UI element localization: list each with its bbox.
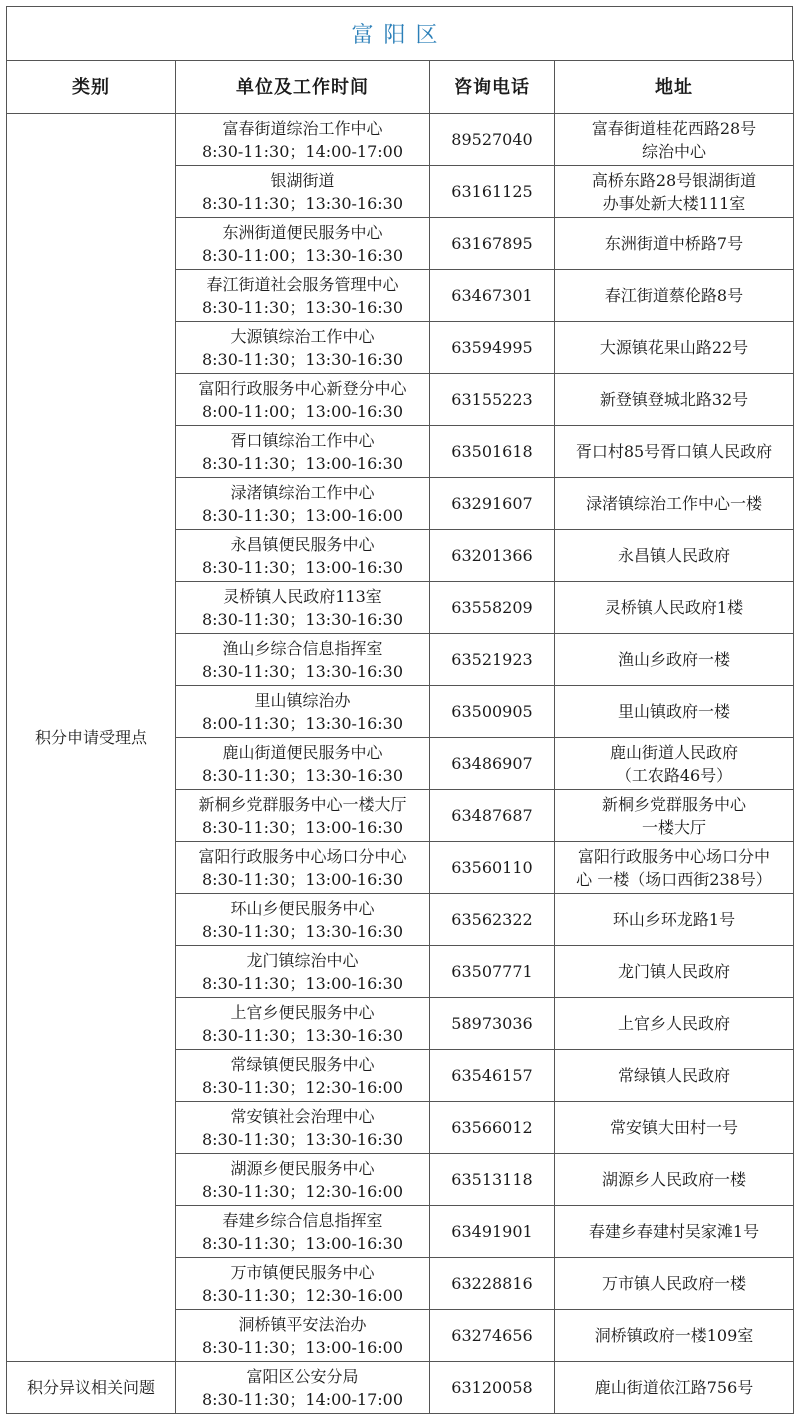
address-cell (555, 842, 794, 894)
address-cell (555, 946, 794, 998)
service-points-table (6, 60, 794, 1414)
address-line: （工农路46号） (615, 765, 733, 785)
working-hours: 8:30-11:30；13:30-16:30 (201, 349, 404, 369)
unit-name: 渌渚镇综治工作中心 (230, 482, 375, 502)
unit-cell (176, 1362, 430, 1414)
unit-name: 富春街道综治工作中心 (222, 118, 383, 138)
working-hours: 8:30-11:30；13:00-16:00 (201, 505, 404, 525)
unit-cell (176, 946, 430, 998)
phone-cell: 63120058 (430, 1362, 555, 1414)
address-cell (555, 1102, 794, 1154)
working-hours: 8:30-11:30；14:00-17:00 (201, 1389, 404, 1409)
phone-cell: 63167895 (430, 218, 555, 270)
unit-name: 里山镇综治办 (254, 690, 351, 710)
unit-cell (176, 478, 430, 530)
address-line: 龙门镇人民政府 (617, 962, 730, 981)
unit-name: 环山乡便民服务中心 (230, 898, 375, 918)
address-cell (555, 1206, 794, 1258)
unit-cell (176, 790, 430, 842)
working-hours: 8:30-11:30；13:30-16:30 (201, 661, 404, 681)
phone-cell: 63521923 (430, 634, 555, 686)
page-title: 富阳区 (6, 6, 793, 60)
unit-cell (176, 530, 430, 582)
address-line: 湖源乡人民政府一楼 (601, 1170, 746, 1189)
category-cell: 积分申请受理点 (7, 114, 176, 1362)
address-line: 鹿山街道依江路756号 (594, 1378, 754, 1397)
unit-cell (176, 114, 430, 166)
unit-name: 新桐乡党群服务中心一楼大厅 (198, 794, 407, 814)
address-cell (555, 1258, 794, 1310)
address-cell (555, 1050, 794, 1102)
address-cell (555, 686, 794, 738)
unit-cell (176, 1206, 430, 1258)
address-line: 富春街道桂花西路28号 (591, 118, 757, 138)
working-hours: 8:30-11:30；13:30-16:30 (201, 1025, 404, 1045)
address-cell (555, 634, 794, 686)
unit-cell (176, 218, 430, 270)
address-cell (555, 218, 794, 270)
address-cell (555, 426, 794, 478)
unit-name: 常绿镇便民服务中心 (230, 1054, 375, 1074)
address-line: 常安镇大田村一号 (609, 1118, 738, 1137)
phone-cell: 63274656 (430, 1310, 555, 1362)
address-cell (555, 114, 794, 166)
working-hours: 8:30-11:30；13:30-16:30 (201, 297, 404, 317)
phone-cell: 63491901 (430, 1206, 555, 1258)
address-cell (555, 374, 794, 426)
unit-name: 银湖街道 (270, 170, 335, 190)
address-line: 万市镇人民政府一楼 (601, 1274, 746, 1293)
unit-name: 胥口镇综治工作中心 (230, 430, 375, 450)
category-cell: 积分异议相关问题 (7, 1362, 176, 1414)
address-cell (555, 998, 794, 1050)
phone-cell: 63291607 (430, 478, 555, 530)
address-cell (555, 582, 794, 634)
unit-cell (176, 1102, 430, 1154)
address-line: 洞桥镇政府一楼109室 (594, 1326, 754, 1345)
phone-cell: 58973036 (430, 998, 555, 1050)
address-line: 新桐乡党群服务中心 (601, 794, 746, 814)
phone-cell: 63487687 (430, 790, 555, 842)
address-line: 办事处新大楼111室 (602, 193, 746, 213)
working-hours: 8:30-11:30；13:30-16:30 (201, 193, 404, 213)
unit-name: 渔山乡综合信息指挥室 (222, 638, 383, 658)
unit-cell (176, 1154, 430, 1206)
unit-name: 龙门镇综治中心 (246, 950, 359, 970)
unit-cell (176, 1258, 430, 1310)
address-cell (555, 166, 794, 218)
address-cell (555, 1310, 794, 1362)
address-cell (555, 894, 794, 946)
address-cell (555, 790, 794, 842)
phone-cell: 63486907 (430, 738, 555, 790)
address-line: 渌渚镇综治工作中心一楼 (585, 494, 762, 513)
phone-cell: 63467301 (430, 270, 555, 322)
working-hours: 8:30-11:30；13:00-16:30 (201, 817, 404, 837)
phone-cell: 63501618 (430, 426, 555, 478)
address-line: 永昌镇人民政府 (617, 546, 730, 565)
address-line: 灵桥镇人民政府1楼 (604, 598, 744, 617)
address-line: 富阳行政服务中心场口分中 (577, 846, 770, 866)
phone-cell: 63161125 (430, 166, 555, 218)
unit-name: 富阳行政服务中心场口分中心 (198, 846, 407, 866)
working-hours: 8:30-11:30；12:30-16:00 (201, 1077, 404, 1097)
address-line: 渔山乡政府一楼 (617, 650, 730, 669)
address-line: 春建乡春建村吴家滩1号 (588, 1222, 760, 1241)
address-line: 上官乡人民政府 (617, 1014, 730, 1033)
unit-cell (176, 686, 430, 738)
address-line: 东洲街道中桥路7号 (604, 234, 744, 253)
unit-name: 永昌镇便民服务中心 (230, 534, 375, 554)
table-body (7, 114, 794, 1414)
address-cell (555, 530, 794, 582)
address-line: 环山乡环龙路1号 (612, 910, 736, 929)
phone-cell: 63228816 (430, 1258, 555, 1310)
working-hours: 8:30-11:30；13:30-16:30 (201, 609, 404, 629)
unit-name: 富阳行政服务中心新登分中心 (198, 378, 407, 398)
working-hours: 8:30-11:30；13:00-16:00 (201, 1337, 404, 1357)
address-cell (555, 1362, 794, 1414)
working-hours: 8:30-11:30；13:00-16:30 (201, 973, 404, 993)
unit-name: 富阳区公安分局 (246, 1366, 359, 1386)
address-line: 综治中心 (641, 141, 706, 161)
address-line: 大源镇花果山路22号 (599, 338, 749, 357)
unit-name: 常安镇社会治理中心 (230, 1106, 375, 1126)
phone-cell: 63558209 (430, 582, 555, 634)
phone-cell: 63513118 (430, 1154, 555, 1206)
working-hours: 8:30-11:30；14:00-17:00 (201, 141, 404, 161)
working-hours: 8:30-11:30；13:30-16:30 (201, 921, 404, 941)
address-line: 新登镇登城北路32号 (599, 390, 749, 409)
phone-cell: 63507771 (430, 946, 555, 998)
phone-cell: 63155223 (430, 374, 555, 426)
working-hours: 8:00-11:30；13:30-16:30 (201, 713, 404, 733)
unit-cell (176, 842, 430, 894)
unit-cell (176, 582, 430, 634)
unit-cell (176, 634, 430, 686)
address-line: 一楼大厅 (641, 817, 706, 837)
unit-cell (176, 738, 430, 790)
unit-cell (176, 1310, 430, 1362)
unit-name: 灵桥镇人民政府113室 (223, 586, 382, 606)
unit-cell (176, 998, 430, 1050)
address-line: 高桥东路28号银湖街道 (591, 170, 757, 190)
phone-cell: 63594995 (430, 322, 555, 374)
unit-name: 春江街道社会服务管理中心 (206, 274, 399, 294)
unit-name: 上官乡便民服务中心 (230, 1002, 375, 1022)
header-unit: 单位及工作时间 (176, 61, 430, 114)
unit-name: 鹿山街道便民服务中心 (222, 742, 383, 762)
unit-cell (176, 374, 430, 426)
phone-cell: 89527040 (430, 114, 555, 166)
unit-name: 洞桥镇平安法治办 (238, 1314, 367, 1334)
working-hours: 8:30-11:30；13:30-16:30 (201, 1129, 404, 1149)
phone-cell: 63500905 (430, 686, 555, 738)
working-hours: 8:30-11:30；13:00-16:30 (201, 557, 404, 577)
unit-cell (176, 426, 430, 478)
address-line: 鹿山街道人民政府 (609, 742, 738, 762)
working-hours: 8:30-11:30；13:00-16:30 (201, 453, 404, 473)
working-hours: 8:30-11:30；12:30-16:00 (201, 1181, 404, 1201)
address-cell (555, 738, 794, 790)
unit-name: 春建乡综合信息指挥室 (222, 1210, 383, 1230)
table-row (7, 1362, 794, 1414)
unit-cell (176, 894, 430, 946)
phone-cell: 63201366 (430, 530, 555, 582)
working-hours: 8:30-11:00；13:30-16:30 (201, 245, 404, 265)
address-cell (555, 270, 794, 322)
phone-cell: 63560110 (430, 842, 555, 894)
header-category: 类别 (7, 61, 176, 114)
working-hours: 8:30-11:30；13:30-16:30 (201, 765, 404, 785)
header-row (7, 61, 794, 114)
unit-name: 东洲街道便民服务中心 (222, 222, 383, 242)
unit-cell (176, 166, 430, 218)
unit-name: 万市镇便民服务中心 (230, 1262, 375, 1282)
unit-name: 大源镇综治工作中心 (230, 326, 375, 346)
unit-name: 湖源乡便民服务中心 (230, 1158, 375, 1178)
phone-cell: 63546157 (430, 1050, 555, 1102)
address-cell (555, 322, 794, 374)
address-line: 常绿镇人民政府 (617, 1066, 730, 1085)
table-row (7, 114, 794, 166)
phone-cell: 63566012 (430, 1102, 555, 1154)
working-hours: 8:30-11:30；12:30-16:00 (201, 1285, 404, 1305)
address-line: 心 一楼（场口西街238号） (576, 869, 772, 889)
address-line: 里山镇政府一楼 (617, 702, 730, 721)
phone-cell: 63562322 (430, 894, 555, 946)
working-hours: 8:30-11:30；13:00-16:30 (201, 1233, 404, 1253)
working-hours: 8:30-11:30；13:00-16:30 (201, 869, 404, 889)
page (6, 6, 793, 1414)
unit-cell (176, 270, 430, 322)
unit-cell (176, 1050, 430, 1102)
address-line: 春江街道蔡伦路8号 (604, 286, 744, 305)
working-hours: 8:00-11:00；13:00-16:30 (201, 401, 404, 421)
header-address: 地址 (555, 61, 794, 114)
header-phone: 咨询电话 (430, 61, 555, 114)
address-line: 胥口村85号胥口镇人民政府 (575, 442, 773, 461)
address-cell (555, 478, 794, 530)
unit-cell (176, 322, 430, 374)
address-cell (555, 1154, 794, 1206)
